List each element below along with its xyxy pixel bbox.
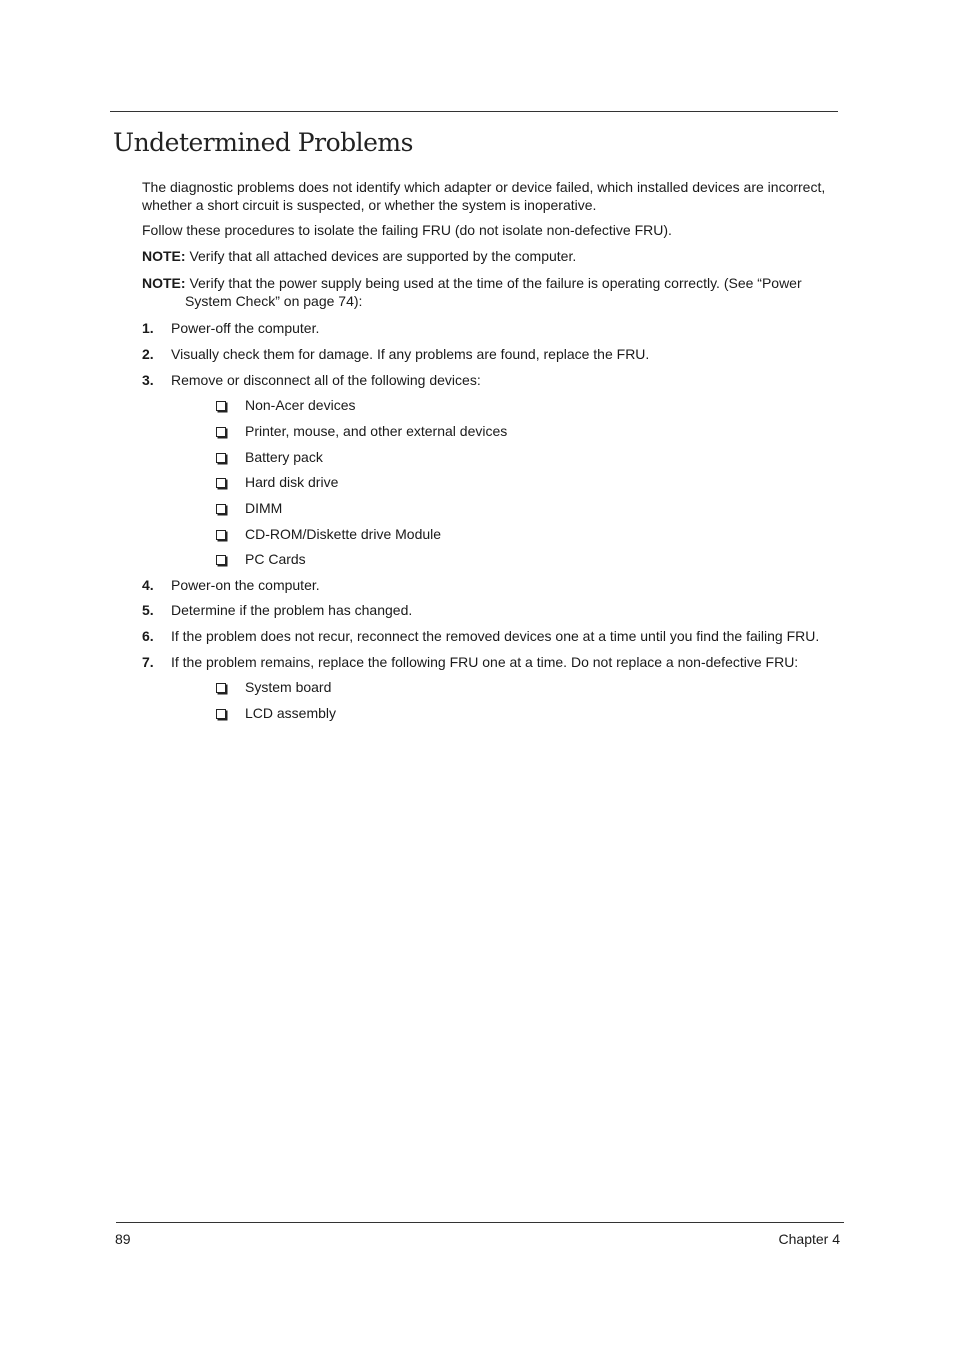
list-item: LCD assembly bbox=[216, 704, 336, 722]
step-7 bbox=[142, 653, 852, 671]
step-text: If the problem does not recur, reconnect the removed devices one at a time until you find the failing FRU. bbox=[171, 628, 820, 644]
page-number: 89 bbox=[115, 1231, 131, 1247]
list-item: CD-ROM/Diskette drive Module bbox=[216, 525, 441, 543]
checkbox-bullet-icon bbox=[216, 504, 226, 514]
note-text: Verify that all attached devices are supported by the computer. bbox=[189, 248, 577, 264]
step-text: Visually check them for damage. If any problems are found, replace the FRU. bbox=[171, 346, 650, 362]
checkbox-bullet-icon bbox=[216, 683, 226, 693]
step-number: 7. bbox=[142, 654, 154, 670]
checkbox-bullet-icon bbox=[216, 530, 226, 540]
checkbox-bullet-icon bbox=[216, 453, 226, 463]
checkbox-bullet-icon bbox=[216, 401, 226, 411]
step-2 bbox=[142, 345, 852, 363]
list-item: Non-Acer devices bbox=[216, 396, 356, 414]
checkbox-bullet-icon bbox=[216, 709, 226, 719]
step-5 bbox=[142, 601, 852, 619]
intro-paragraph: The diagnostic problems does not identify which adapter or device failed, which installed devices are incorrect, whether a short circuit is suspected, or whether the system is inoperative. bbox=[142, 179, 826, 213]
step-text: Remove or disconnect all of the following devices: bbox=[171, 372, 481, 388]
note-power-supply bbox=[142, 274, 842, 310]
list-item: Hard disk drive bbox=[216, 473, 338, 491]
list-item: System board bbox=[216, 678, 331, 696]
list-item: DIMM bbox=[216, 499, 282, 517]
note-label: NOTE: bbox=[142, 275, 186, 291]
page-title: Undetermined Problems bbox=[113, 128, 413, 157]
step-3 bbox=[142, 371, 852, 389]
header-rule bbox=[110, 111, 838, 112]
step-number: 2. bbox=[142, 346, 154, 362]
step-number: 4. bbox=[142, 577, 154, 593]
step-4 bbox=[142, 576, 852, 594]
step-text: Power-off the computer. bbox=[171, 320, 320, 336]
note-label: NOTE: bbox=[142, 248, 186, 264]
list-item: PC Cards bbox=[216, 550, 306, 568]
step-text: If the problem remains, replace the following FRU one at a time. Do not replace a non-defective FRU: bbox=[171, 654, 799, 670]
step-number: 3. bbox=[142, 372, 154, 388]
step-text: Determine if the problem has changed. bbox=[171, 602, 413, 618]
step-1 bbox=[142, 319, 852, 337]
footer-rule bbox=[116, 1222, 844, 1223]
step-6 bbox=[142, 627, 852, 645]
chapter-label: Chapter 4 bbox=[778, 1231, 840, 1247]
step-number: 1. bbox=[142, 320, 154, 336]
list-item: Battery pack bbox=[216, 448, 323, 466]
step-text: Power-on the computer. bbox=[171, 577, 320, 593]
procedure-paragraph: Follow these procedures to isolate the failing FRU (do not isolate non-defective FRU). bbox=[142, 222, 672, 238]
step-number: 6. bbox=[142, 628, 154, 644]
step-number: 5. bbox=[142, 602, 154, 618]
checkbox-bullet-icon bbox=[216, 427, 226, 437]
note-devices-supported bbox=[142, 247, 842, 265]
note-text: Verify that the power supply being used at the time of the failure is operating correctly. (See “Power System Check” on page 74): bbox=[185, 275, 802, 309]
list-item: Printer, mouse, and other external devices bbox=[216, 422, 507, 440]
checkbox-bullet-icon bbox=[216, 478, 226, 488]
checkbox-bullet-icon bbox=[216, 555, 226, 565]
